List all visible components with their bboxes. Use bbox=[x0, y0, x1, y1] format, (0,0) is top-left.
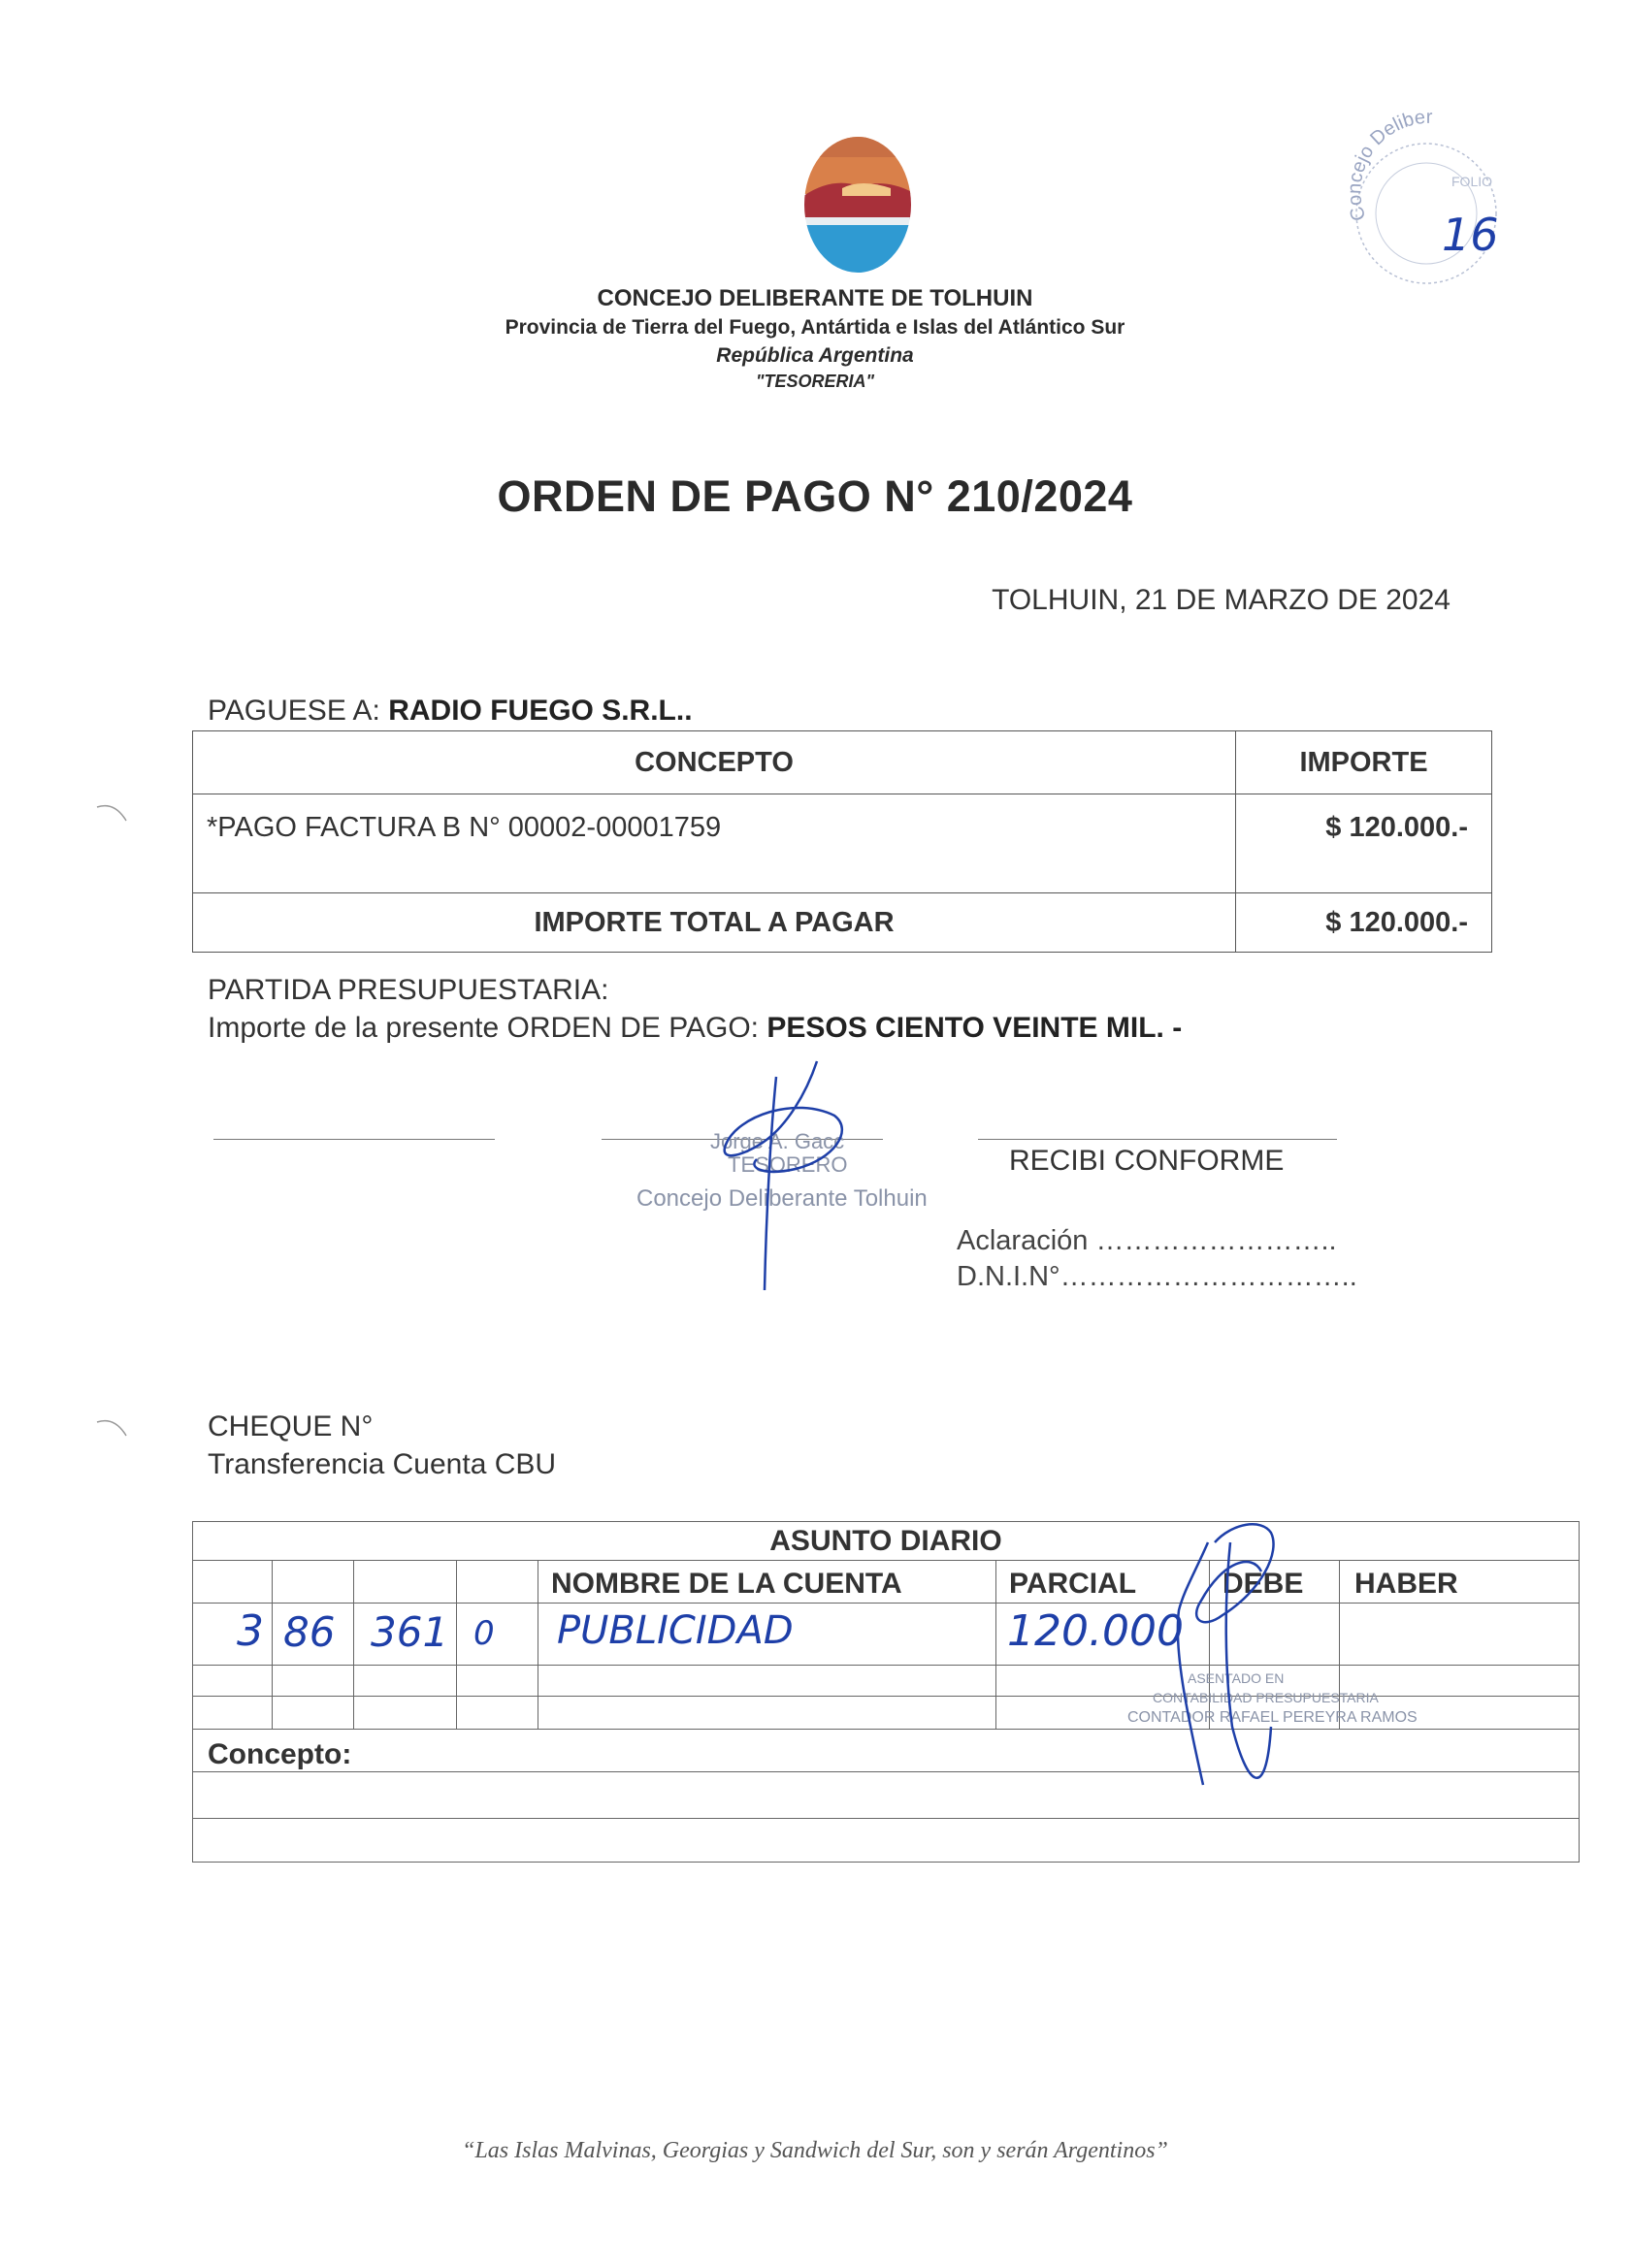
page-title: ORDEN DE PAGO N° 210/2024 bbox=[497, 471, 1133, 521]
entry-code-3: 361 bbox=[371, 1608, 449, 1656]
total-row bbox=[193, 893, 1492, 953]
entry-code-1: 3 bbox=[237, 1606, 264, 1656]
entry-partial: 120.000 bbox=[1007, 1606, 1184, 1656]
amount-words: PESOS CIENTO VEINTE MIL. - bbox=[766, 1012, 1183, 1044]
posted-stamp-line3: CONTADOR RAFAEL PEREYRA RAMOS bbox=[1127, 1709, 1418, 1726]
posted-stamp-line2: CONTABILIDAD PRESUPUESTARIA bbox=[1153, 1690, 1379, 1705]
col-concept: CONCEPTO bbox=[193, 731, 1236, 794]
transfer-label: Transferencia Cuenta CBU bbox=[208, 1448, 557, 1480]
journal-rule bbox=[192, 1603, 1580, 1604]
treasurer-org: Concejo Deliberante Tolhuin bbox=[636, 1185, 928, 1212]
total-amount: $ 120.000.- bbox=[1236, 893, 1492, 953]
folio-number: 16 bbox=[1442, 209, 1499, 261]
svg-text:Concejo Deliber bbox=[1344, 107, 1433, 223]
seal-label: FOLIO bbox=[1451, 174, 1493, 189]
row-concept: *PAGO FACTURA B N° 00002-00001759 bbox=[193, 794, 1236, 893]
amount-in-words bbox=[208, 1012, 1182, 1045]
journal-title: ASUNTO DIARIO bbox=[769, 1525, 1002, 1557]
entry-code-4: 0 bbox=[473, 1614, 495, 1653]
payee-label: PAGUESE A: bbox=[208, 695, 380, 727]
place-date: TOLHUIN, 21 DE MARZO DE 2024 bbox=[992, 584, 1451, 616]
treasurer-role: TESORERO bbox=[728, 1152, 848, 1177]
org-name: CONCEJO DELIBERANTE DE TOLHUIN bbox=[597, 285, 1033, 311]
payee-name: RADIO FUEGO S.R.L.. bbox=[388, 695, 693, 727]
journal-rule bbox=[192, 1729, 1580, 1730]
journal-rule bbox=[192, 1665, 1580, 1666]
table-row bbox=[193, 794, 1492, 893]
footer-motto: “Las Islas Malvinas, Georgias y Sandwich del Sur, son y serán Argentinos” bbox=[462, 2138, 1168, 2163]
punch-hole-mark bbox=[95, 801, 130, 825]
entry-code-2: 86 bbox=[283, 1608, 336, 1656]
council-logo bbox=[803, 136, 912, 274]
entry-account: PUBLICIDAD bbox=[557, 1608, 794, 1653]
row-amount: $ 120.000.- bbox=[1236, 794, 1492, 893]
col-partial: PARCIAL bbox=[1009, 1568, 1137, 1600]
clarification-field: Aclaración …………………….. bbox=[957, 1225, 1337, 1256]
cheque-label: CHEQUE N° bbox=[208, 1410, 374, 1442]
org-province: Provincia de Tierra del Fuego, Antártida e Islas del Atlántico Sur bbox=[505, 316, 1125, 339]
journal-border-top bbox=[192, 1521, 1580, 1522]
budget-label: PARTIDA PRESUPUESTARIA: bbox=[208, 974, 609, 1006]
journal-col bbox=[353, 1560, 354, 1729]
received-label: RECIBI CONFORME bbox=[1009, 1145, 1285, 1177]
seal-text: Concejo Deliber bbox=[1344, 107, 1433, 224]
amount-prefix: Importe de la presente ORDEN DE PAGO: bbox=[208, 1012, 759, 1044]
journal-border-bottom bbox=[192, 1862, 1580, 1863]
signature-line-receiver bbox=[978, 1139, 1337, 1140]
posted-stamp-line1: ASENTADO EN bbox=[1188, 1670, 1285, 1686]
journal-rule bbox=[192, 1560, 1580, 1561]
col-debit: DEBE bbox=[1222, 1568, 1304, 1600]
journal-border-left bbox=[192, 1521, 193, 1863]
dni-field: D.N.I.N°………………………….. bbox=[957, 1261, 1357, 1292]
col-account-name: NOMBRE DE LA CUENTA bbox=[551, 1568, 902, 1600]
total-label: IMPORTE TOTAL A PAGAR bbox=[193, 893, 1236, 953]
col-amount: IMPORTE bbox=[1236, 731, 1492, 794]
journal-rule bbox=[192, 1818, 1580, 1819]
folio-seal bbox=[1337, 107, 1512, 301]
signature-line-left bbox=[213, 1139, 495, 1140]
org-country: República Argentina bbox=[716, 344, 914, 367]
journal-rule bbox=[192, 1771, 1580, 1772]
col-credit: HABER bbox=[1354, 1568, 1458, 1600]
journal-border-right bbox=[1579, 1521, 1580, 1863]
punch-hole-mark bbox=[95, 1416, 130, 1440]
journal-col bbox=[995, 1560, 996, 1729]
journal-col bbox=[272, 1560, 273, 1729]
org-department: "TESORERIA" bbox=[755, 372, 875, 391]
concept-label: Concepto: bbox=[208, 1738, 352, 1770]
treasurer-stamp bbox=[613, 1116, 943, 1213]
treasurer-name: Jorge A. Gacc bbox=[710, 1129, 845, 1153]
journal-col bbox=[456, 1560, 457, 1729]
journal-table bbox=[192, 1521, 1580, 1863]
payment-table bbox=[192, 730, 1492, 953]
payee-line bbox=[208, 695, 693, 728]
